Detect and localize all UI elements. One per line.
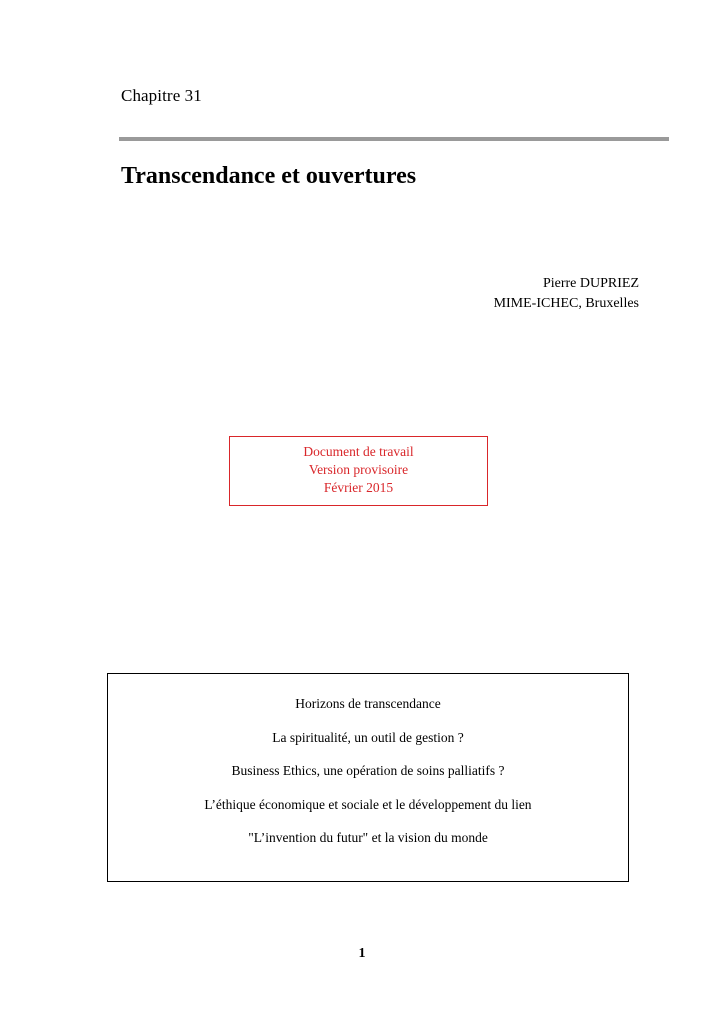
- summary-item: Horizons de transcendance: [295, 696, 441, 711]
- draft-notice-line: Version provisoire: [308, 462, 409, 477]
- summary-item: L’éthique économique et sociale et le développement du lien: [204, 796, 532, 812]
- chapter-label: Chapitre 31: [121, 86, 202, 105]
- draft-notice-box: [229, 436, 488, 506]
- draft-notice-line: Document de travail: [303, 444, 414, 459]
- summary-item: "L’invention du futur" et la vision du monde: [248, 830, 488, 845]
- summary-item: La spiritualité, un outil de gestion ?: [272, 729, 464, 745]
- draft-notice-line: Février 2015: [323, 480, 394, 495]
- summary-item: Business Ethics, une opération de soins palliatifs ?: [231, 763, 505, 778]
- author-name: Pierre DUPRIEZ: [542, 276, 639, 291]
- page-number: 1: [358, 946, 366, 961]
- author-affiliation: MIME-ICHEC, Bruxelles: [493, 296, 639, 311]
- chapter-summary-box: [107, 673, 629, 882]
- title-divider: [119, 137, 669, 141]
- chapter-title: Transcendance et ouvertures: [121, 163, 417, 189]
- author-block: [494, 274, 639, 314]
